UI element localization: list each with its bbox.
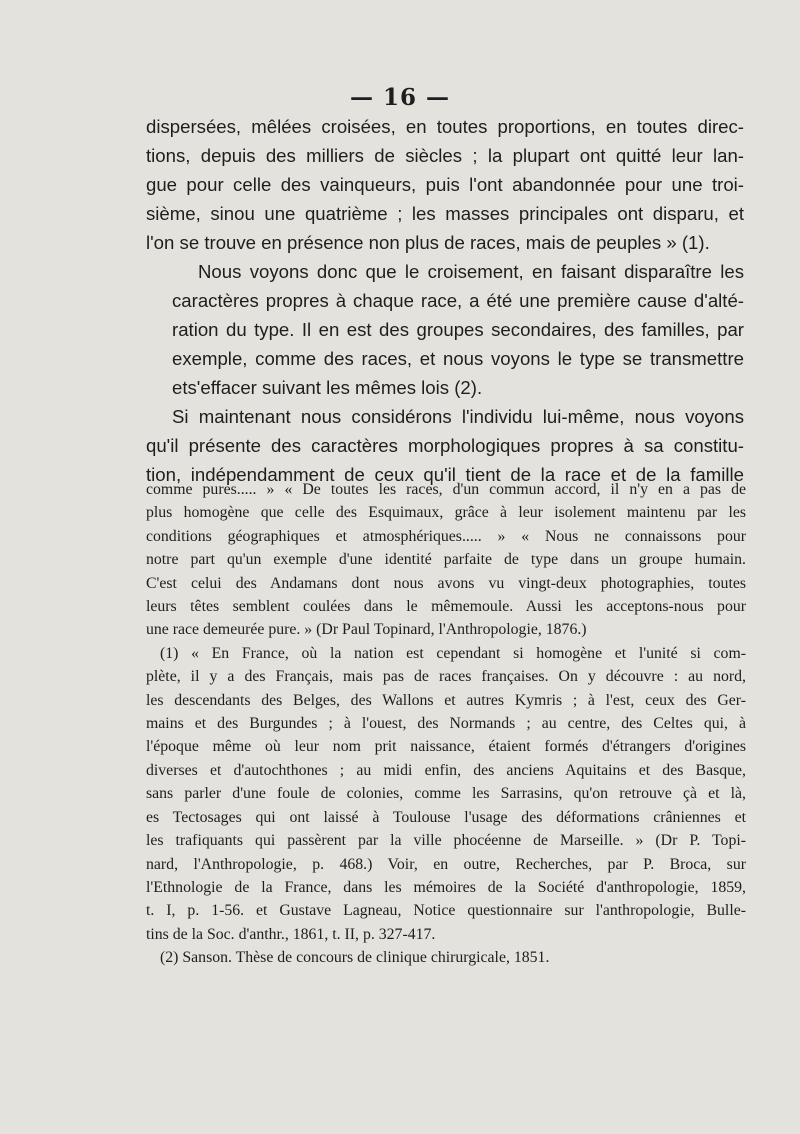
text-line: sième, sinou une quatrième ; les masses principales ont disparu, et <box>146 203 744 224</box>
paragraph-2 <box>146 257 744 402</box>
text-line: ets'effacer suivant les mêmes lois (2). <box>172 377 483 398</box>
footnote-line: tins de la Soc. d'anthr., 1861, t. II, p. 327-417. <box>146 925 436 943</box>
text-line: dispersées, mêlées croisées, en toutes proportions, en toutes direc- <box>146 116 744 137</box>
text-line: ration du type. Il en est des groupes secondaires, des familles, par <box>172 319 744 340</box>
footnote-line: diverses et d'autochthones ; au midi enfin, des anciens Aquitains et des Basque, <box>146 761 746 779</box>
footnote-line: notre part qu'un exemple d'une identité parfaite de type dans un groupe humain. <box>146 551 746 569</box>
footnote-line: nard, l'Anthropologie, p. 468.) Voir, en outre, Recherches, par P. Broca, sur <box>146 855 746 873</box>
footnote-line: mains et des Burgundes ; à l'ouest, des Normands ; au centre, des Celtes qui, à <box>146 715 746 733</box>
text-line: tions, depuis des milliers de siècles ; la plupart ont quitté leur lan- <box>146 145 744 166</box>
footnote-line: C'est celui des Andamans dont nous avons vu vingt-deux photographies, toutes <box>146 574 746 592</box>
text-line: gue pour celle des vainqueurs, puis l'ont abandonnée pour une troi- <box>146 174 744 195</box>
footnote-line: comme pures..... » « De toutes les races, d'un commun accord, il n'y en a pas de <box>146 481 746 498</box>
paragraph-1 <box>146 112 744 257</box>
footnote-line: une race demeurée pure. » (Dr Paul Topinard, l'Anthropologie, 1876.) <box>146 621 587 639</box>
footnote-line: sans parler d'une foule de colonies, comme les Sarrasins, qu'on retrouve çà et là, <box>146 785 746 803</box>
footnote-line: t. I, p. 1-56. et Gustave Lagneau, Notice questionnaire sur l'anthropologie, Bulle- <box>146 902 746 920</box>
footnote-line: conditions géographiques et atmosphériques..... » « Nous ne connaissons pour <box>146 527 746 545</box>
footnote-1-start: (1) « En France, où la nation est cependant si homogène et l'unité si com- <box>160 644 746 662</box>
main-text <box>146 112 744 489</box>
page-number: — 16 — <box>349 84 451 111</box>
footnote-line: les trafiquants qui passèrent par la ville phocéenne de Marseille. » (Dr P. Topi- <box>146 832 746 850</box>
footnote-line: l'Ethnologie de la France, dans les mémoires de la Société d'anthropologie, 1859, <box>146 878 746 896</box>
text-line: Si maintenant nous considérons l'individu lui-même, nous voyons <box>172 406 744 427</box>
text-line: qu'il présente des caractères morphologiques propres à sa constitu- <box>146 435 744 456</box>
text-line: Nous voyons donc que le croisement, en faisant disparaître les <box>198 261 744 282</box>
footnote-line: les descendants des Belges, des Wallons et autres Kymris ; à l'est, ceux des Ger- <box>146 691 746 709</box>
footnote-2: (2) Sanson. Thèse de concours de clinique chirurgicale, 1851. <box>160 949 550 967</box>
text-line: l'on se trouve en présence non plus de races, mais de peuples » (1). <box>146 232 710 253</box>
text-line: tion, indépendamment de ceux qu'il tient de la race et de la famille <box>146 464 744 485</box>
footnote-line: plète, il y a des Français, mais pas de races françaises. On y découvre : au nord, <box>146 668 746 686</box>
text-line: caractères propres à chaque race, a été une première cause d'alté- <box>172 290 744 311</box>
footnote-line: es Tectosages qui ont laissé à Toulouse l'usage des déformations crâniennes et <box>146 808 746 826</box>
footnote-line: plus homogène que celle des Esquimaux, grâce à leur isolement maintenu par les <box>146 504 746 522</box>
footnotes <box>146 478 746 970</box>
footnote-line: leurs têtes semblent coulées dans le mêmemoule. Aussi les acceptons-nous pour <box>146 598 746 616</box>
text-line: exemple, comme des races, et nous voyons le type se transmettre <box>172 348 744 369</box>
paragraph-3 <box>146 402 744 489</box>
footnote-line: l'époque même où leur nom prit naissance, étaient formés d'étrangers d'origines <box>146 738 746 756</box>
